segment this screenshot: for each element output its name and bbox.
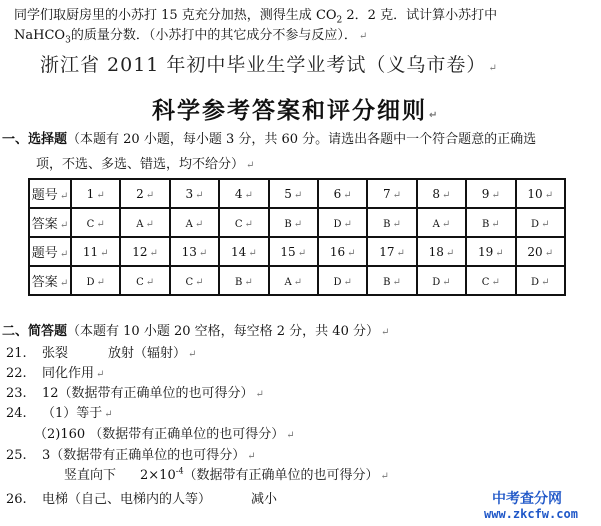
answer-line-25: 25. 3（数据带有正确单位的也可得分） ↵ bbox=[6, 448, 256, 463]
answer-line-24: 24. （1）等于 ↵ bbox=[6, 406, 113, 421]
table-cell: 7 ↵ bbox=[367, 179, 416, 208]
table-cell: B ↵ bbox=[269, 208, 318, 237]
intro-text: NaHCO bbox=[14, 28, 66, 43]
exam-title-text: 浙江省 2011 年初中毕业生学业考试（义乌市卷） bbox=[40, 54, 487, 76]
page-title bbox=[152, 92, 439, 125]
question-number: 26. bbox=[6, 492, 27, 507]
table-cell: A ↵ bbox=[417, 208, 466, 237]
superscript: -4 bbox=[175, 466, 184, 476]
answer-text: （1）等于 bbox=[42, 406, 103, 421]
question-number: 21. bbox=[6, 346, 27, 361]
table-cell: A ↵ bbox=[269, 266, 318, 295]
table-cell: 15 ↵ bbox=[269, 237, 318, 266]
table-cell: D ↵ bbox=[516, 266, 565, 295]
answer-text: 减小 bbox=[251, 492, 278, 507]
question-number: 25. bbox=[6, 448, 27, 463]
watermark-site-name: 中考查分网 bbox=[492, 491, 562, 507]
answer-line-21: 21. 张裂 放射（辐射） ↵ bbox=[6, 346, 197, 361]
section-1-instructions-line-2 bbox=[36, 153, 254, 172]
answer-text: 放射（辐射） bbox=[108, 346, 187, 361]
watermark-url: www.zkcfw.com bbox=[484, 507, 578, 521]
table-cell: 8 ↵ bbox=[417, 179, 466, 208]
table-cell: 9 ↵ bbox=[466, 179, 515, 208]
section-1-instructions-cont: 项，不选、多选、错选，均不给分） bbox=[36, 157, 245, 172]
table-row bbox=[29, 237, 565, 266]
table-row bbox=[29, 208, 565, 237]
intro-line-1 bbox=[14, 4, 497, 26]
paragraph-mark-icon: ↵ bbox=[358, 31, 368, 42]
answer-line-22: 22. 同化作用 ↵ bbox=[6, 366, 105, 381]
table-cell: D ↵ bbox=[71, 266, 120, 295]
answer-value: 2×10 bbox=[140, 468, 176, 483]
table-cell: C ↵ bbox=[219, 208, 268, 237]
table-cell: 18 ↵ bbox=[417, 237, 466, 266]
question-number: 23. bbox=[6, 386, 27, 401]
table-cell: 6 ↵ bbox=[318, 179, 367, 208]
section-2-instructions: （本题有 10 小题 20 空格，每空格 2 分，共 40 分） bbox=[67, 324, 379, 339]
table-row bbox=[29, 266, 565, 295]
intro-line-2 bbox=[14, 24, 367, 46]
table-cell: 4 ↵ bbox=[219, 179, 268, 208]
page-title-text: 科学参考答案和评分细则 bbox=[152, 98, 427, 124]
table-cell: C ↵ bbox=[466, 266, 515, 295]
section-1-heading bbox=[2, 128, 536, 147]
table-cell: 2 ↵ bbox=[120, 179, 169, 208]
paragraph-mark-icon: ↵ bbox=[380, 327, 390, 338]
table-cell: 5 ↵ bbox=[269, 179, 318, 208]
answer-table bbox=[28, 178, 566, 296]
answer-line-26 bbox=[6, 488, 277, 507]
question-number: 24. bbox=[6, 406, 27, 421]
table-cell: A ↵ bbox=[170, 208, 219, 237]
answer-label: 答案 ↵ bbox=[29, 208, 71, 237]
paragraph-mark-icon: ↵ bbox=[488, 63, 498, 74]
answer-text: 电梯（自己、电梯内的人等） bbox=[42, 492, 212, 507]
table-cell: B ↵ bbox=[466, 208, 515, 237]
answer-text: 同化作用 bbox=[42, 366, 95, 381]
table-cell: 16 ↵ bbox=[318, 237, 367, 266]
table-cell: D ↵ bbox=[516, 208, 565, 237]
answer-line-24-part-2: （2)160 （数据带有正确单位的也可得分） ↵ bbox=[34, 427, 295, 442]
paragraph-mark-icon: ↵ bbox=[429, 110, 440, 121]
table-cell: 13 ↵ bbox=[170, 237, 219, 266]
table-cell: 11 ↵ bbox=[71, 237, 120, 266]
question-number: 22. bbox=[6, 366, 27, 381]
question-number-label: 题号 ↵ bbox=[29, 237, 71, 266]
table-cell: C ↵ bbox=[170, 266, 219, 295]
answer-line-23: 23. 12（数据带有正确单位的也可得分） ↵ bbox=[6, 386, 264, 401]
table-cell: B ↵ bbox=[367, 266, 416, 295]
answer-text: 12（数据带有正确单位的也可得分） bbox=[42, 386, 254, 401]
answer-text: 竖直向下 bbox=[64, 468, 117, 483]
answer-label: 答案 ↵ bbox=[29, 266, 71, 295]
table-cell: A ↵ bbox=[120, 208, 169, 237]
paragraph-mark-icon: ↵ bbox=[246, 160, 255, 171]
table-cell: 12 ↵ bbox=[120, 237, 169, 266]
table-cell: 1 ↵ bbox=[71, 179, 120, 208]
table-cell: 20 ↵ bbox=[516, 237, 565, 266]
section-1-instructions: （本题有 20 小题，每小题 3 分，共 60 分。请选出各题中一个符合题意的正确选 bbox=[67, 132, 537, 147]
answer-line-25-part-2: 竖直向下 $2\times 10^{-4}$（数据带有正确单位的也可得分） ↵ bbox=[64, 466, 389, 483]
table-cell: 10 ↵ bbox=[516, 179, 565, 208]
table-cell: B ↵ bbox=[219, 266, 268, 295]
table-cell: C ↵ bbox=[71, 208, 120, 237]
table-cell: D ↵ bbox=[318, 208, 367, 237]
intro-text: 2．2 克．试计算小苏打中 bbox=[342, 8, 498, 23]
answer-text: 3（数据带有正确单位的也可得分） bbox=[42, 448, 246, 463]
table-cell: 3 ↵ bbox=[170, 179, 219, 208]
section-2-label: 二、简答题 bbox=[2, 324, 68, 339]
table-cell: B ↵ bbox=[367, 208, 416, 237]
table-cell: D ↵ bbox=[417, 266, 466, 295]
subscript: 3 bbox=[65, 35, 71, 46]
question-number-label: 题号 ↵ bbox=[29, 179, 71, 208]
table-cell: 19 ↵ bbox=[466, 237, 515, 266]
table-cell: D ↵ bbox=[318, 266, 367, 295]
answer-text: （2)160 （数据带有正确单位的也可得分） bbox=[34, 427, 285, 442]
table-cell: 17 ↵ bbox=[367, 237, 416, 266]
answer-text: （数据带有正确单位的也可得分） bbox=[183, 468, 379, 483]
subscript: 2 bbox=[336, 15, 343, 26]
intro-text: 同学们取厨房里的小苏打 15 克充分加热，测得生成 CO bbox=[14, 8, 337, 23]
intro-text: 的质量分数．（小苏打中的其它成分不参与反应）． bbox=[70, 28, 357, 43]
section-2-heading bbox=[2, 320, 389, 339]
section-1-label: 一、选择题 bbox=[2, 132, 68, 147]
table-row bbox=[29, 179, 565, 208]
answer-text: 张裂 bbox=[42, 346, 69, 361]
table-cell: 14 ↵ bbox=[219, 237, 268, 266]
table-cell: C ↵ bbox=[120, 266, 169, 295]
exam-title bbox=[40, 50, 498, 77]
